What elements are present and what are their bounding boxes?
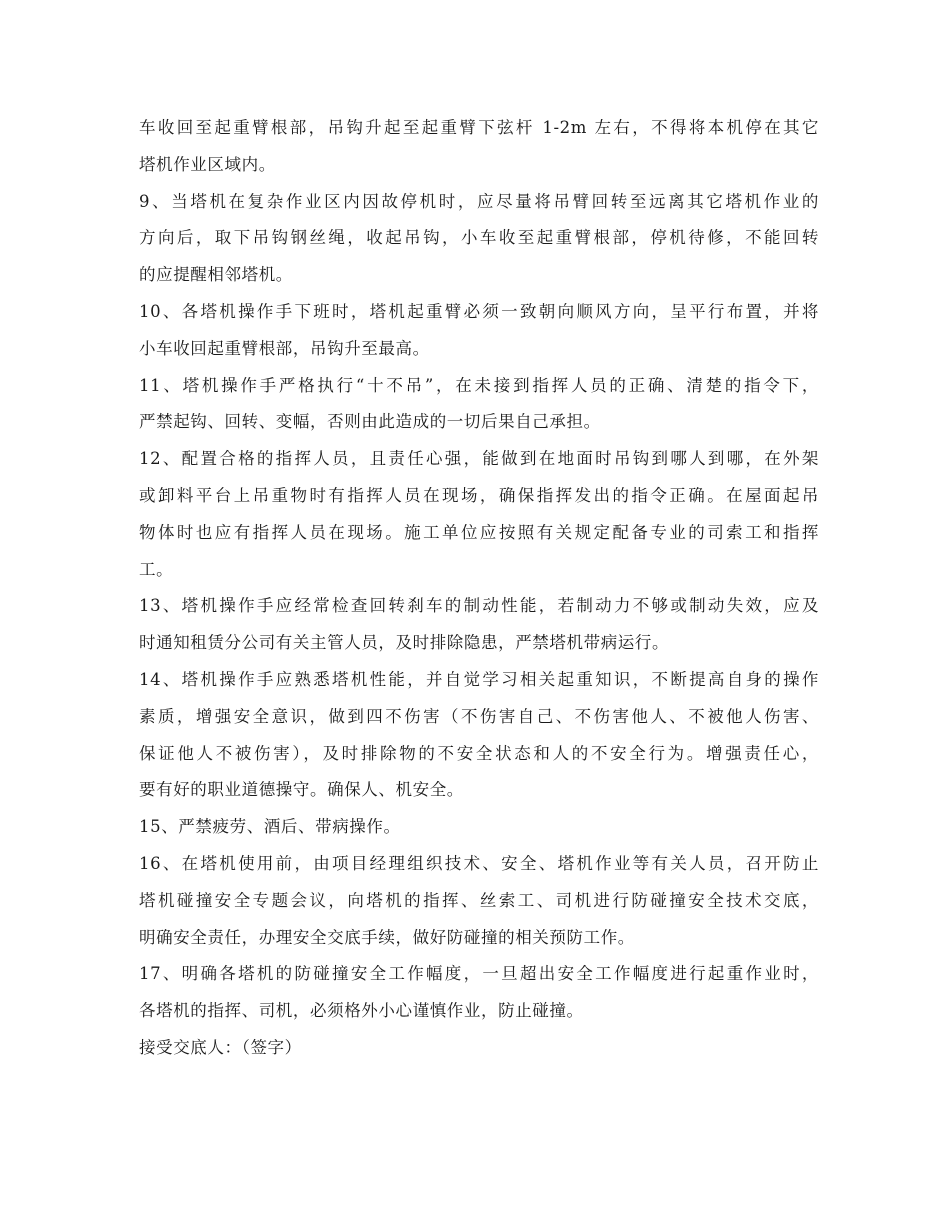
text-line: 时通知租赁分公司有关主管人员，及时排除隐患，严禁塔机带病运行。: [139, 633, 670, 653]
text-line: 塔机碰撞安全专题会议，向塔机的指挥、丝索工、司机进行防碰撞安全技术交底，: [139, 890, 819, 910]
text-line: 严禁起钩、回转、变幅，否则由此造成的一切后果自己承担。: [139, 412, 601, 432]
document-body: [139, 110, 819, 1067]
text-line: 的应提醒相邻塔机。: [139, 265, 293, 285]
text-line: 12、配置合格的指挥人员，且责任心强，能做到在地面时吊钩到哪人到哪，在外架: [139, 449, 819, 469]
text-line: 9、当塔机在复杂作业区内因故停机时，应尽量将吊臂回转至远离其它塔机作业的: [139, 191, 819, 211]
signature-line: 接受交底人：（签字）: [139, 1037, 302, 1057]
text-line: 15、严禁疲劳、酒后、带病操作。: [139, 817, 401, 837]
text-line: 14、塔机操作手应熟悉塔机性能，并自觉学习相关起重知识，不断提高自身的操作: [139, 669, 819, 689]
text-line: 各塔机的指挥、司机，必须格外小心谨慎作业，防止碰撞。: [139, 1001, 584, 1021]
text-line: 方向后，取下吊钩钢丝绳，收起吊钩，小车收至起重臂根部，停机待修，不能回转: [139, 228, 819, 248]
text-line: 16、在塔机使用前，由项目经理组织技术、安全、塔机作业等有关人员，召开防止: [139, 853, 819, 873]
text-line: 或卸料平台上吊重物时有指挥人员在现场，确保指挥发出的指令正确。在屋面起吊: [139, 485, 819, 505]
text-line: 11、塔机操作手严格执行“十不吊”，在未接到指挥人员的正确、清楚的指令下，: [139, 375, 819, 395]
text-line: 要有好的职业道德操守。确保人、机安全。: [139, 780, 464, 800]
text-line: 明确安全责任，办理安全交底手续，做好防碰撞的相关预防工作。: [139, 927, 635, 947]
text-line: 10、各塔机操作手下班时，塔机起重臂必须一致朝向顺风方向，呈平行布置，并将: [139, 301, 819, 321]
text-line: 物体时也应有指挥人员在现场。施工单位应按照有关规定配备专业的司索工和指挥: [139, 522, 819, 542]
text-line: 保证他人不被伤害），及时排除物的不安全状态和人的不安全行为。增强责任心，: [139, 743, 819, 763]
text-line: 小车收回起重臂根部，吊钩升至最高。: [139, 338, 430, 358]
text-line: 13、塔机操作手应经常检查回转刹车的制动性能，若制动力不够或制动失效，应及: [139, 596, 819, 616]
text-line: 素质，增强安全意识，做到四不伤害（不伤害自己、不伤害他人、不被他人伤害、: [139, 706, 819, 726]
text-line: 塔机作业区域内。: [139, 154, 276, 174]
text-line: 工。: [139, 559, 174, 579]
text-line: 车收回至起重臂根部，吊钩升起至起重臂下弦杆 1-2m 左右，不得将本机停在其它: [139, 118, 819, 137]
text-line: 17、明确各塔机的防碰撞安全工作幅度，一旦超出安全工作幅度进行起重作业时，: [139, 964, 819, 984]
